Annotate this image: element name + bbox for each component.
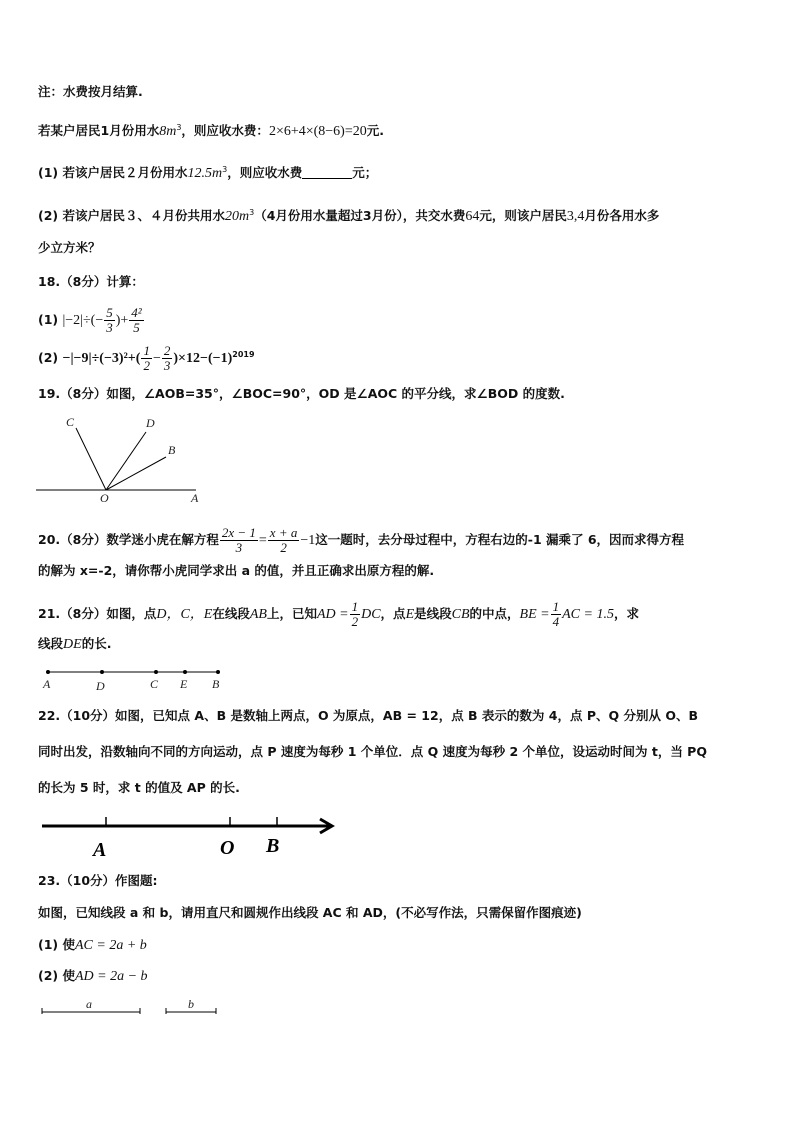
q20-line1 (38, 526, 684, 555)
q17-2-cont: 少立方米？ (38, 240, 101, 255)
figure-number-line (40, 812, 340, 862)
point-d (100, 670, 104, 674)
q20-post: 这一题时，去分母过程中，方程右边的-1 漏乘了 6，因而求得方程 (315, 532, 685, 547)
q18-1-label: (1) (38, 312, 59, 327)
label-d: D (96, 679, 105, 693)
q17-2: (2) 若该户居民３、４月份共用水$20m^3(4$月份用水量超过3月份），共交水费64元，则该户居民3,4月份各用水多 (38, 208, 660, 225)
example-pre: 若某户居民1月份用水 (38, 123, 160, 139)
example-use: 8m (159, 124, 177, 140)
q17-1-pre: (1) 若该户居民２月份用水 (38, 165, 188, 181)
q23-2: (2) 使AD = 2a − b (38, 968, 148, 984)
point-c (154, 670, 158, 674)
q17-1: (1) 若该户居民２月份用水$12.5m^3$，则应收水费 元； (38, 165, 378, 182)
example-formula: 2×6+4×(8−6)=20 (268, 124, 367, 140)
point-b (216, 670, 220, 674)
q18-2-label: (2) (38, 350, 59, 365)
label-seg-a: a (86, 997, 92, 1011)
q18-2-minus: − (152, 351, 161, 366)
q18-2-expr-b: )×12−(−1) (173, 351, 233, 366)
q23-1-expr: AC = 2a + b (74, 938, 147, 953)
q17-2-fee: 64 (465, 209, 480, 225)
q20-pre: 20.（8分）数学迷小虎在解方程 (38, 532, 219, 547)
q23-head: 23.（10分）作图题: (38, 873, 158, 888)
q18-head: 18.（8分）计算： (38, 274, 144, 289)
q18-1-expr-b: )+ (115, 313, 129, 328)
q20-tail: −1 (300, 533, 316, 548)
q21-frac1: $\frac{1}{2}$ (351, 599, 359, 629)
q17-1-post: 元； (352, 165, 378, 181)
answer-blank[interactable] (302, 166, 352, 179)
label-a: A (191, 491, 199, 504)
label-o: O (100, 491, 109, 504)
label-a: A (43, 677, 51, 691)
label-seg-b: b (188, 997, 194, 1011)
q18-1-expr-a: |−2|÷(− (62, 313, 104, 328)
q18-1 (38, 306, 145, 335)
figure-angles (36, 412, 216, 504)
label-c: C (66, 415, 75, 429)
q18-2-frac1: $\frac{1}{2}$ (143, 343, 150, 373)
label-b: B (266, 835, 280, 857)
q17-2-mid2: 元，则该户居民 (479, 208, 567, 224)
q22-line2: 同时出发，沿数轴向不同的方向运动，点 P 速度为每秒 1 个单位．点 Q 速度为每秒 2 个单位，设运动时间为 t，当 PQ (38, 744, 707, 759)
label-c: C (150, 677, 159, 691)
q18-1-frac2: $\frac{\text{4²}}{5}$ (131, 305, 142, 335)
q22-line1: 22.（10分）如图，已知点 A、B 是数轴上两点，O 为原点，AB = 12，点 B 表示的数为 4，点 P、Q 分别从 O、B (38, 708, 698, 723)
point-e (183, 670, 187, 674)
q18-1-frac1: $\frac{5}{3}$ (106, 305, 113, 335)
label-d: D (146, 416, 155, 430)
q23-1: (1) 使AC = 2a + b (38, 937, 147, 953)
q18-2 (38, 344, 255, 373)
q21-line2: 线段DE的长. (38, 636, 112, 652)
label-e: E (180, 677, 188, 691)
example-post: 元. (366, 123, 384, 139)
figure-segment-ab (40, 664, 230, 694)
example-line: 若某户居民1月份用水$8m^3$，则应收水费：2×6+4×(8−6)=20元. (38, 123, 384, 140)
q21-line1: 21.（8分）如图，点D，C，E在线段AB上，已知AD = $\frac{1}{2}$ DC，点E是线段CB的中点，BE = $\frac{1}{4}$ AC = 1.5，求 (38, 599, 639, 629)
q20-eq: = (258, 533, 267, 548)
label-b: B (212, 677, 220, 691)
q23-line1: 如图，已知线段 a 和 b，请用直尺和圆规作出线段 AC 和 AD，(不必写作法，只需保留作图痕迹) (38, 905, 582, 920)
q17-2-mid: （4月份用水量超过3月份），共交水费 (254, 208, 466, 224)
label-o: O (220, 837, 235, 859)
note-line: 注：水费按月结算. (38, 84, 143, 99)
q18-2-expr-a: −|−9|÷(−3)²+( (62, 351, 141, 366)
q18-2-frac2: $\frac{2}{3}$ (163, 343, 171, 373)
q21-frac2: $\frac{1}{4}$ (552, 599, 560, 629)
q17-1-use: 12.5m (187, 166, 223, 182)
q18-2-exp: 2019 (232, 349, 255, 359)
figure-segments-ab (40, 996, 230, 1020)
example-mid: ，则应收水费： (181, 123, 269, 139)
q19-text: 19.（8分）如图，∠AOB=35°，∠BOC=90°，OD 是∠AOC 的平分线，求∠BOD 的度数. (38, 386, 565, 401)
q17-2-use: 20m (224, 209, 250, 225)
q20-frac2: $\frac{x + a}{2}$ (269, 525, 298, 555)
q17-2-months: 3,4 (566, 209, 585, 225)
label-b: B (168, 443, 176, 457)
q20-frac1: $\frac{2x - 1}{3}$ (221, 525, 256, 555)
q22-line3: 的长为 5 时，求 t 的值及 AP 的长. (38, 780, 240, 795)
q17-2-post: 月份各用水多 (584, 208, 660, 224)
label-a: A (93, 839, 107, 861)
point-a (46, 670, 50, 674)
q17-2-pre: (2) 若该户居民３、４月份共用水 (38, 208, 225, 224)
q20-line2: 的解为 x=-2，请你帮小虎同学求出 a 的值，并且正确求出原方程的解. (38, 563, 435, 578)
q23-2-expr: AD = 2a − b (74, 969, 148, 984)
q17-1-mid: ，则应收水费 (227, 165, 303, 181)
